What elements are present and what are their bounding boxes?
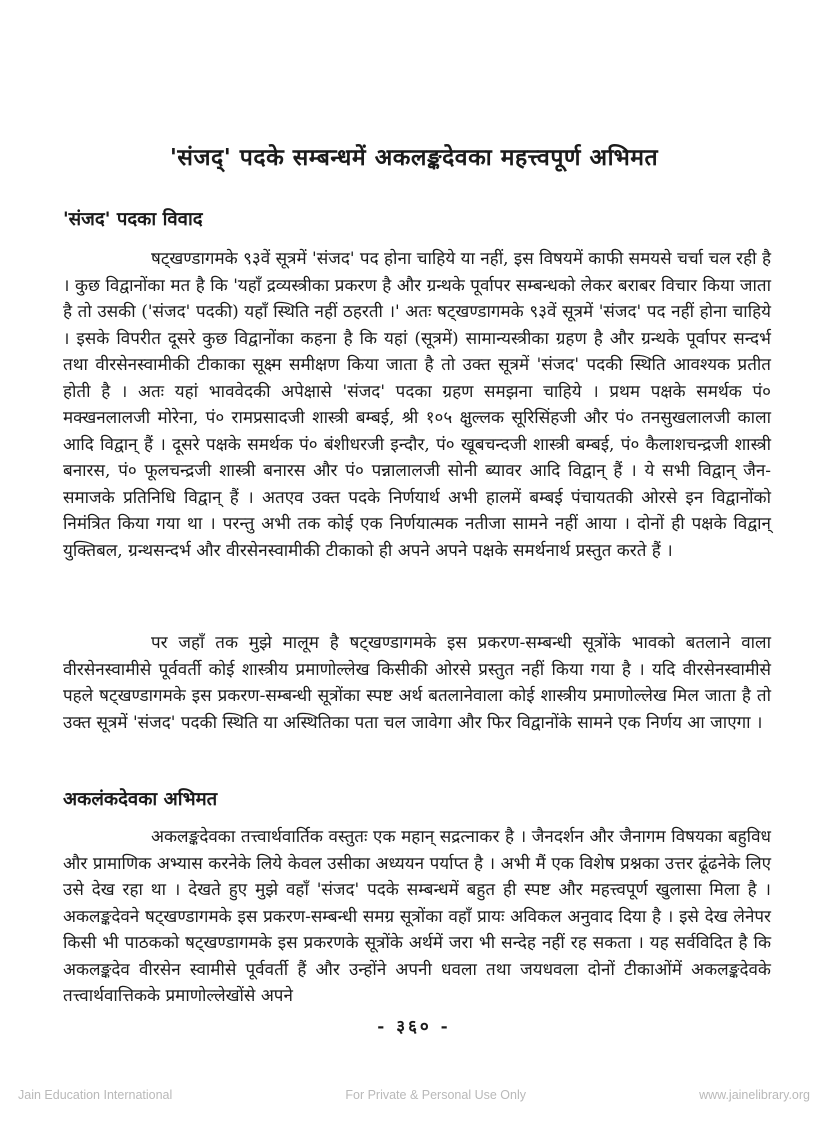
page-title: 'संजद्' पदके सम्बन्धमें अकलङ्कदेवका महत्त्वपूर्ण अभिमत <box>169 144 659 171</box>
paragraph-pramanollekh: पर जहाँ तक मुझे मालूम है षट्खण्डागमके इस प्रकरण-सम्बन्धी सूत्रोंके भावको बतलाने वाला वीरसेनस्वामीसे पूर्ववर्ती कोई शास्त्रीय प्रमाणोल्लेख किसीकी ओरसे प्रस्तुत नहीं किया गया है । यदि वीरसेनस्वामीसे पहले षट्खण्डागमके इस प्रकरण-सम्बन्धी सूत्रोंका स्पष्ट अर्थ बतलानेवाला कोई शास्त्रीय प्रमाणोल्लेख मिल जाता है तो उक्त सूत्रमें 'संजद' पदकी स्थिति या अस्थितिका पता चल जावेगा और फिर विद्वानोंके सामने एक निर्णय आ जाएगा । <box>63 633 771 733</box>
footer-center-notice: For Private & Personal Use Only <box>345 1088 526 1102</box>
section-heading-sanjad-pad-vivad: 'संजद' पदका विवाद <box>63 209 203 230</box>
paragraph-sanjad-debate: षट्खण्डागमके ९३वें सूत्रमें 'संजद' पद होना चाहिये या नहीं, इस विषयमें काफी समयसे चर्चा चल रही है । कुछ विद्वानोंका मत है कि 'यहाँ द्रव्यस्त्रीका प्रकरण है और ग्रन्थके पूर्वापर सम्बन्धको लेकर बराबर विचार किया जाता है तो उसकी ('संजद' पदकी) यहाँ स्थिति नहीं ठहरती ।' अतः षट्खण्डागमके ९३वें सूत्रमें 'संजद' पद नहीं होना चाहिये । इसके विपरीत दूसरे कुछ विद्वानोंका कहना है कि यहां (सूत्रमें) सामान्यस्त्रीका ग्रहण है और ग्रन्थके पूर्वापर सन्दर्भ तथा वीरसेनस्वामीकी टीकाका सूक्ष्म समीक्षण किया जाता है तो उक्त सूत्रमें 'संजद' पदकी स्थिति आवश्यक प्रतीत होती है । अतः यहां भाववेदकी अपेक्षासे 'संजद' पदका ग्रहण समझना चाहिये । प्रथम पक्षके समर्थक पं० मक्खनलालजी मोरेना, पं० रामप्रसादजी शास्त्री बम्बई, श्री १०५ क्षुल्लक सूरिसिंहजी और पं० तनसुखलालजी काला आदि विद्वान् हैं । दूसरे पक्षके समर्थक पं० बंशीधरजी इन्दौर, पं० खूबचन्दजी शास्त्री बम्बई, पं० कैलाशचन्द्रजी शास्त्री बनारस, पं० फूलचन्द्रजी शास्त्री बनारस और पं० पन्नालालजी सोनी ब्यावर आदि विद्वान् हैं । ये सभी विद्वान् जैन-समाजके प्रतिनिधि विद्वान् हैं । अतएव उक्त पदके निर्णयार्थ अभी हालमें बम्बई पंचायतकी ओरसे इन विद्वानोंको निमंत्रित किया गया था । परन्तु अभी तक कोई एक निर्णयात्मक नतीजा सामने नहीं आया । दोनों ही पक्षके विद्वान् युक्तिबल, ग्रन्थसन्दर्भ और वीरसेनस्वामीकी टीकाको ही अपने अपने पक्षके समर्थनार्थ प्रस्तुत करते हैं । <box>63 249 771 561</box>
footer-left-credit: Jain Education International <box>18 1088 173 1102</box>
footer <box>18 1088 810 1102</box>
paragraph-akalankdev: अकलङ्कदेवका तत्त्वार्थवार्तिक वस्तुतः एक महान् सद्रत्नाकर है । जैनदर्शन और जैनागम विषयका बहुविध और प्रामाणिक अभ्यास करनेके लिये केवल उसीका अध्ययन पर्याप्त है । अभी मैं एक विशेष प्रश्नका उत्तर ढूंढनेके लिए उसे देख रहा था । देखते हुए मुझे वहाँ 'संजद' पदके सम्बन्धमें बहुत ही स्पष्ट और महत्त्वपूर्ण खुलासा मिला है । अकलङ्कदेवने षट्खण्डागमके इस प्रकरण-सम्बन्धी समग्र सूत्रोंका वहाँ प्रायः अविकल अनुवाद दिया है । इसे देख लेनेपर किसी भी पाठकको षट्खण्डागमके इस प्रकरणके सूत्रोंके अर्थमें जरा भी सन्देह नहीं रह सकता । यह सर्वविदित है कि अकलङ्कदेव वीरसेन स्वामीसे पूर्ववर्ती हैं और उन्होंने अपनी धवला तथा जयधवला दोनों टीकाओंमें अकलङ्कदेवके तत्त्वार्थवात्तिकके प्रमाणोल्लेखोंसे अपने <box>63 827 772 1006</box>
page-number: - ३६० - <box>377 1017 451 1037</box>
section-heading-akalankdev-abhimat: अकलंकदेवका अभिमत <box>63 789 218 810</box>
footer-right-url: www.jainelibrary.org <box>699 1088 810 1102</box>
